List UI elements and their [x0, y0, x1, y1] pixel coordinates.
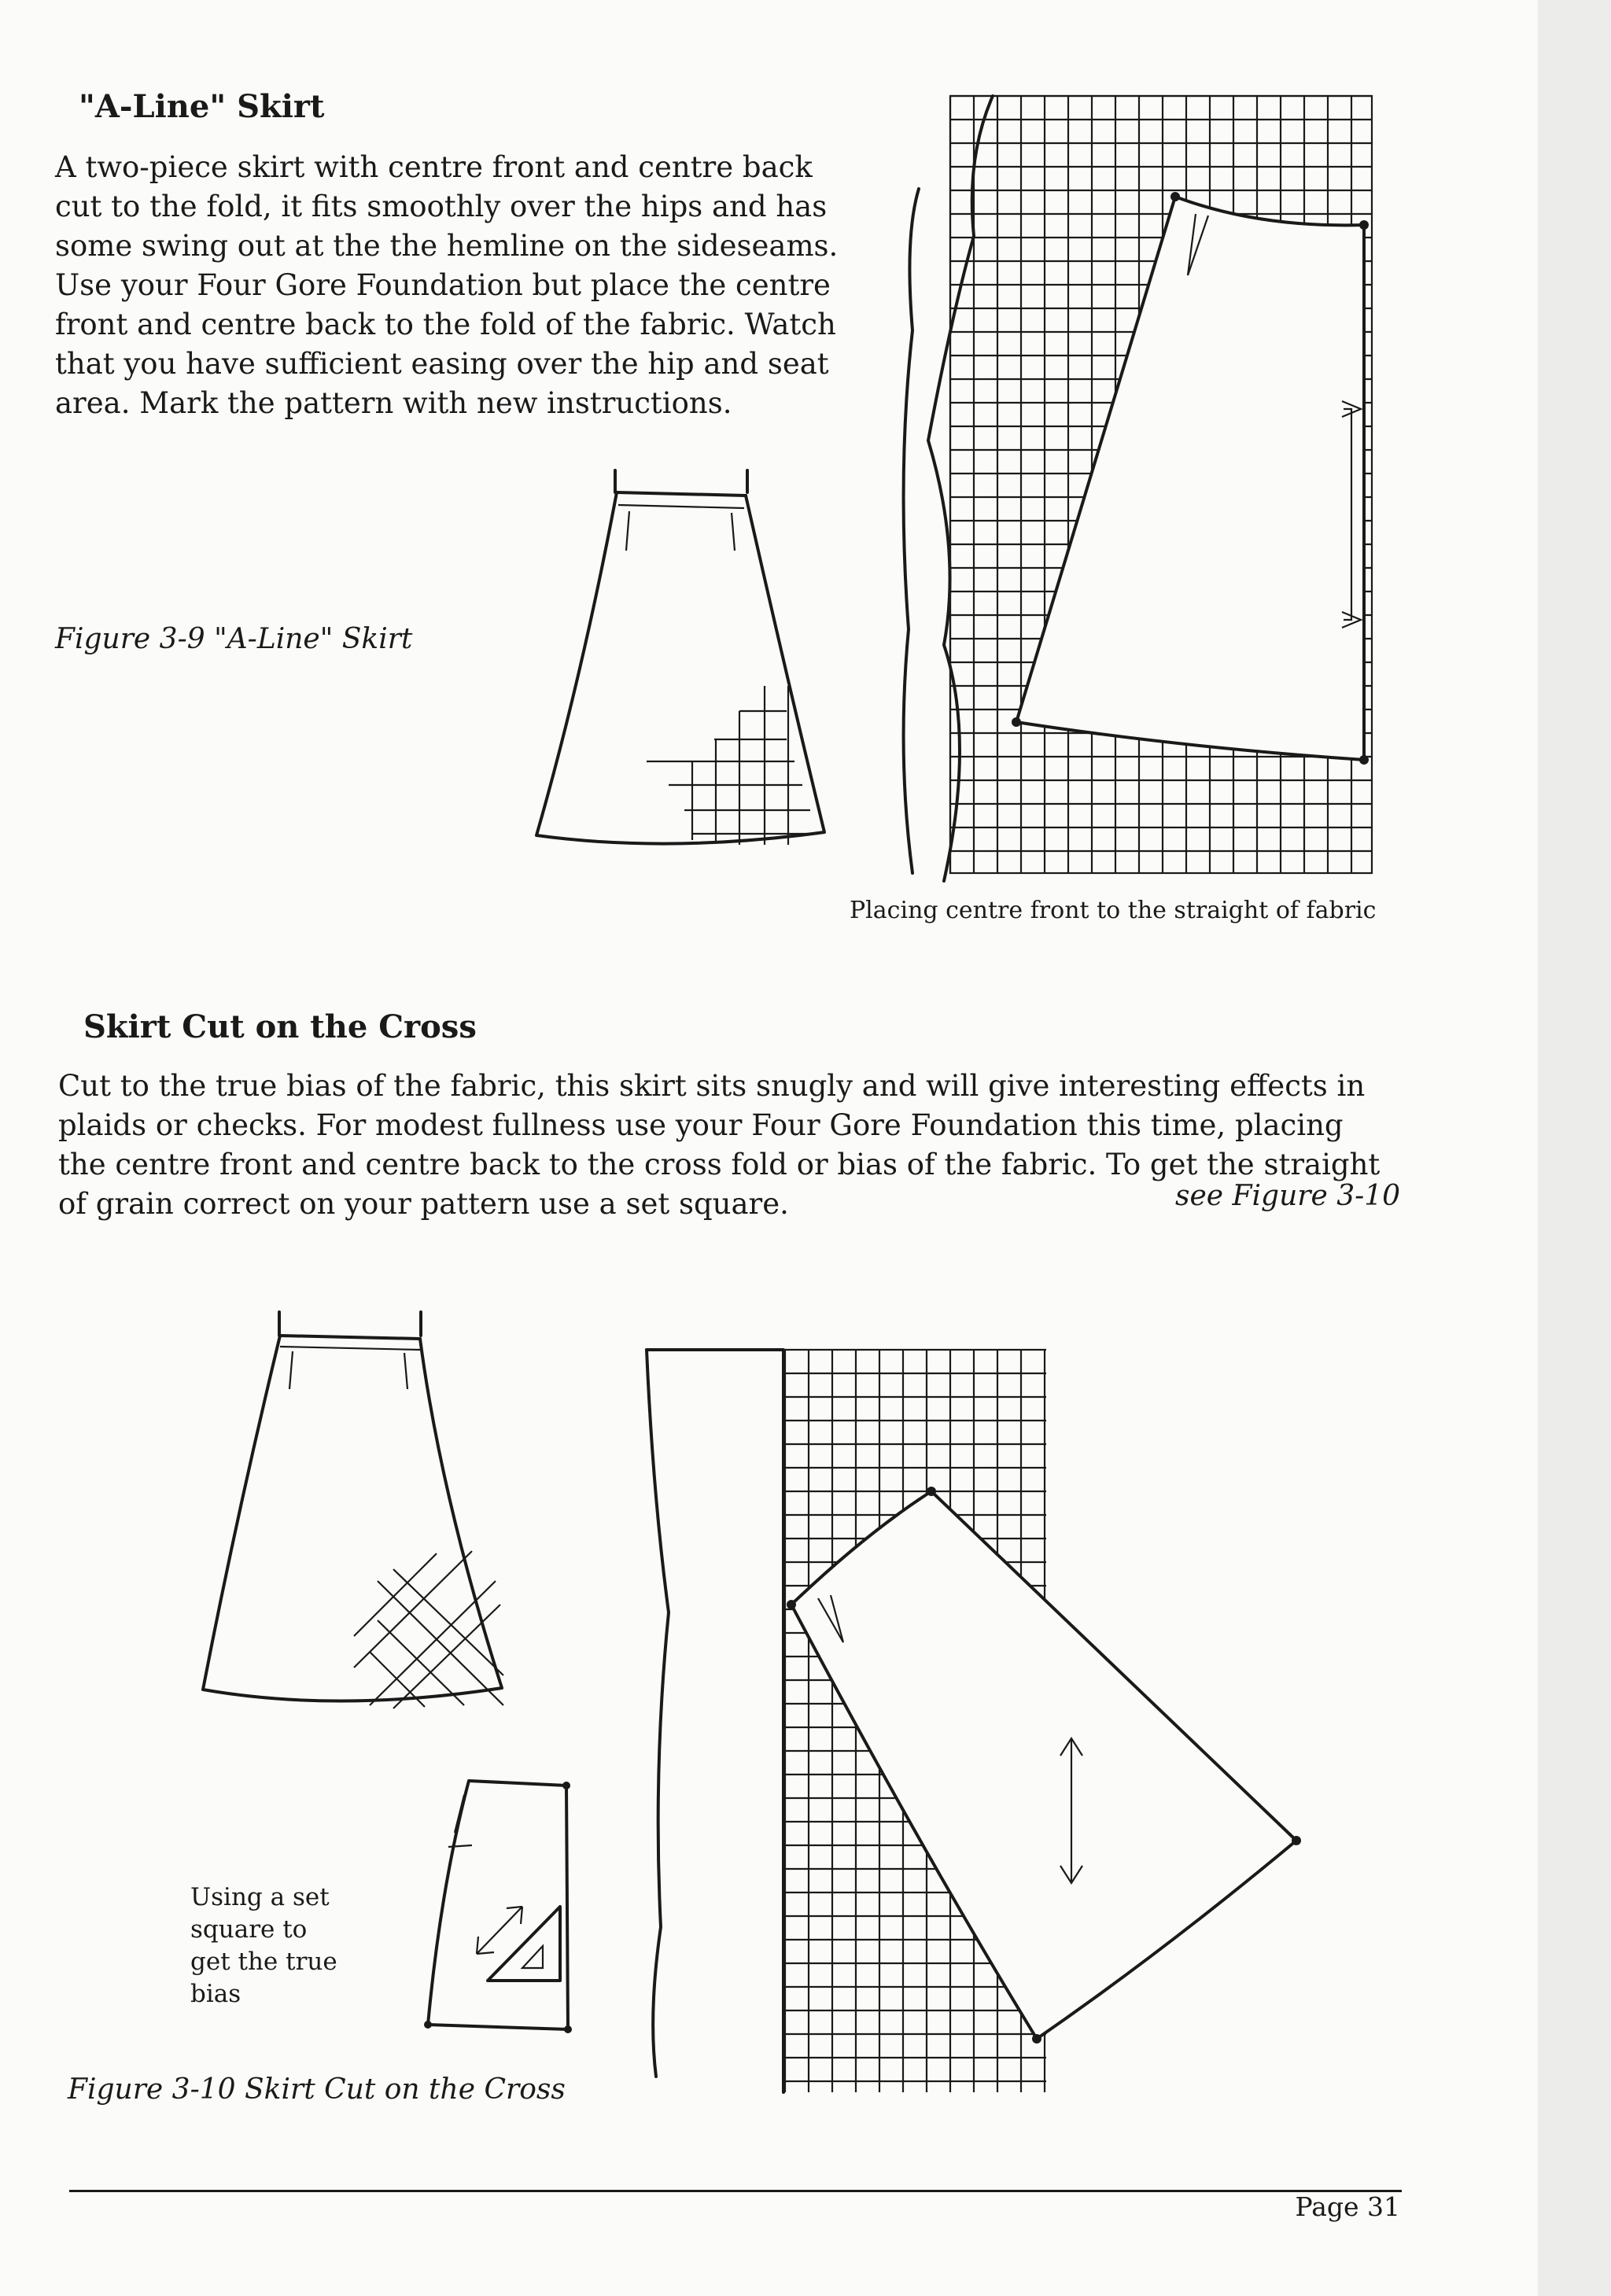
footer-rule: [69, 2190, 1402, 2192]
diagram-1-caption: Placing centre front to the straight of fabric: [850, 897, 1377, 924]
cross-line-3: the centre front and centre back to the cross fold or bias of the fabric. To get the straight: [58, 1148, 1381, 1181]
aline-line-2: cut to the fold, it fits smoothly over the hips and has: [55, 190, 828, 223]
aline-line-7: area. Mark the pattern with new instructions.: [55, 386, 732, 420]
aline-line-6: that you have sufficient easing over the hip and seat: [55, 347, 829, 381]
set-square-note-3: get the true: [190, 1948, 337, 1976]
aline-line-1: A two-piece skirt with centre front and centre back: [55, 150, 813, 184]
page-number: Page 31: [1295, 2191, 1400, 2222]
figure-3-9-caption: Figure 3-9 "A-Line" Skirt: [55, 623, 413, 655]
aline-heading: "A-Line" Skirt: [79, 88, 325, 125]
set-square-note-1: Using a set: [190, 1883, 330, 1911]
set-square-note-2: square to: [190, 1915, 308, 1944]
cross-line-4: of grain correct on your pattern use a set square.: [58, 1187, 789, 1221]
figure-3-10-caption: Figure 3-10 Skirt Cut on the Cross: [68, 2073, 566, 2106]
aline-line-5: front and centre back to the fold of the fabric. Watch: [55, 308, 836, 341]
cross-line-2: plaids or checks. For modest fullness use your Four Gore Foundation this time, placing: [58, 1108, 1344, 1142]
cross-heading: Skirt Cut on the Cross: [83, 1008, 477, 1045]
see-figure-ref: see Figure 3-10: [1175, 1180, 1401, 1212]
aline-line-4: Use your Four Gore Foundation but place the centre: [55, 268, 831, 302]
set-square-note-4: bias: [190, 1980, 241, 2008]
cross-line-1: Cut to the true bias of the fabric, this skirt sits snugly and will give interesting effects in: [58, 1069, 1366, 1103]
aline-line-3: some swing out at the the hemline on the sideseams.: [55, 229, 839, 263]
